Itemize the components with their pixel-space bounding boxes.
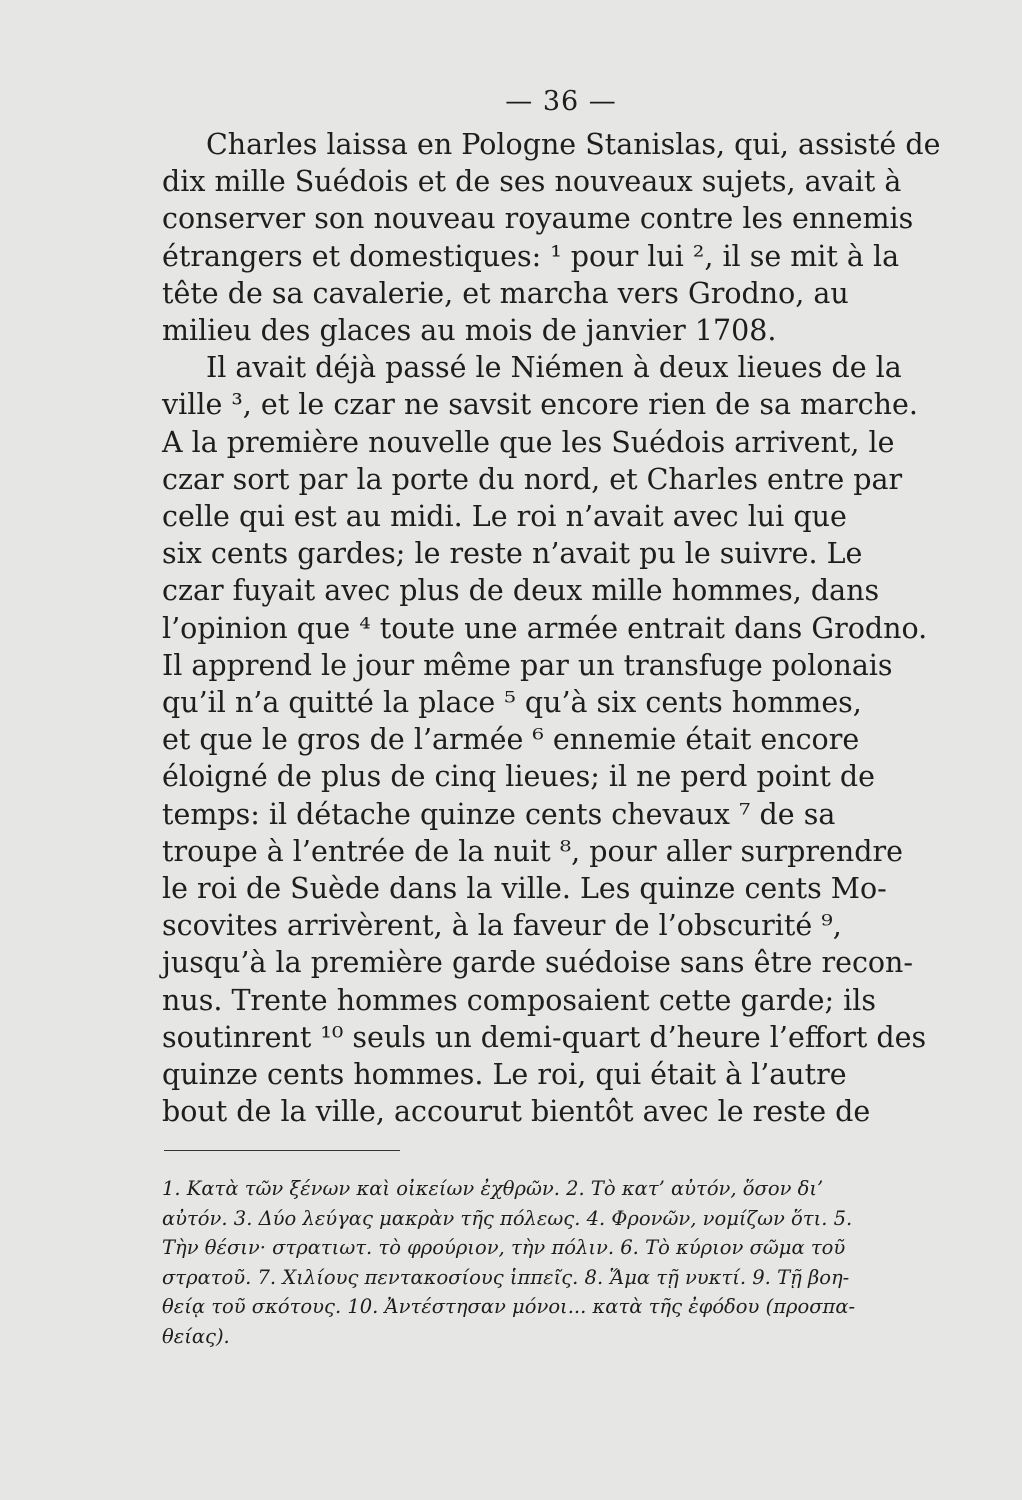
text-line: scovites arrivèrent, à la faveur de l’obscurité ⁹, (162, 909, 842, 943)
footnote-line: Τὴν θέσιν· στρατιωτ. τὸ φρούριον, τὴν πόλιν. 6. Τὸ κύριον σῶμα τοῦ (162, 1236, 846, 1259)
text-line: ville ³, et le czar ne savsit encore rien de sa marche. (162, 388, 918, 422)
paragraph-1 (162, 126, 980, 349)
text-line: temps: il détache quinze cents chevaux ⁷ de sa (162, 797, 836, 831)
text-line: conserver son nouveau royaume contre les ennemis (162, 202, 914, 236)
text-line: éloigné de plus de cinq lieues; il ne perd point de (162, 760, 875, 794)
paragraph-2 (162, 349, 980, 1130)
text-line: Il avait déjà passé le Niémen à deux lieues de la (206, 351, 902, 385)
text-line: tête de sa cavalerie, et marcha vers Grodno, au (162, 276, 849, 310)
text-line: quinze cents hommes. Le roi, qui était à l’autre (162, 1058, 847, 1092)
text-line: dix mille Suédois et de ses nouveaux sujets, avait à (162, 165, 902, 199)
footnote-line: θείᾳ τοῦ σκότους. 10. Ἀντέστησαν μόνοι... κατὰ τῆς ἐφόδου (προσπα- (162, 1295, 856, 1318)
text-line: milieu des glaces au mois de janvier 1708. (162, 314, 777, 348)
text-line: celle qui est au midi. Le roi n’avait avec lui que (162, 500, 847, 534)
text-line: six cents gardes; le reste n’avait pu le suivre. Le (162, 537, 863, 571)
footnote-divider (164, 1150, 400, 1151)
text-line: bout de la ville, accourut bientôt avec le reste de (162, 1095, 871, 1129)
text-line: A la première nouvelle que les Suédois arrivent, le (162, 425, 895, 459)
text-line: czar sort par la porte du nord, et Charles entre par (162, 462, 903, 496)
text-line: jusqu’à la première garde suédoise sans être recon- (162, 946, 914, 980)
text-line: qu’il n’a quitté la place ⁵ qu’à six cents hommes, (162, 686, 862, 720)
text-line: czar fuyait avec plus de deux mille hommes, dans (162, 574, 880, 608)
text-line: soutinrent ¹⁰ seuls un demi-quart d’heure l’effort des (162, 1020, 927, 1054)
text-line: troupe à l’entrée de la nuit ⁸, pour aller surprendre (162, 834, 903, 868)
footnote-line: θείας). (162, 1324, 230, 1348)
text-line: étrangers et domestiques: ¹ pour lui ², il se mit à la (162, 239, 900, 273)
text-line: le roi de Suède dans la ville. Les quinze cents Mo- (162, 872, 887, 906)
footnote-line: 1. Κατὰ τῶν ξένων καὶ οἰκείων ἐχθρῶν. 2. Τὸ κατ’ αὐτόν, ὅσον δι’ (162, 1177, 824, 1200)
page-number: — 36 — (505, 86, 617, 117)
text-line: Charles laissa en Pologne Stanislas, qui, assisté de (206, 128, 941, 161)
footnote-line: στρατοῦ. 7. Χιλίους πεντακοσίους ἱππεῖς. 8. Ἅμα τῇ νυκτί. 9. Τῇ βοη- (162, 1265, 850, 1289)
text-line: l’opinion que ⁴ toute une armée entrait dans Grodno. (162, 611, 928, 645)
text-line: et que le gros de l’armée ⁶ ennemie était encore (162, 723, 860, 757)
text-line: Il apprend le jour même par un transfuge polonais (162, 648, 893, 682)
footnotes (162, 1174, 980, 1351)
body-text (162, 126, 980, 1130)
text-line: nus. Trente hommes composaient cette garde; ils (162, 983, 876, 1017)
footnote-line: αὐτόν. 3. Δύο λεύγας μακρὰν τῆς πόλεως. 4. Φρονῶν, νομίζων ὅτι. 5. (162, 1206, 853, 1230)
